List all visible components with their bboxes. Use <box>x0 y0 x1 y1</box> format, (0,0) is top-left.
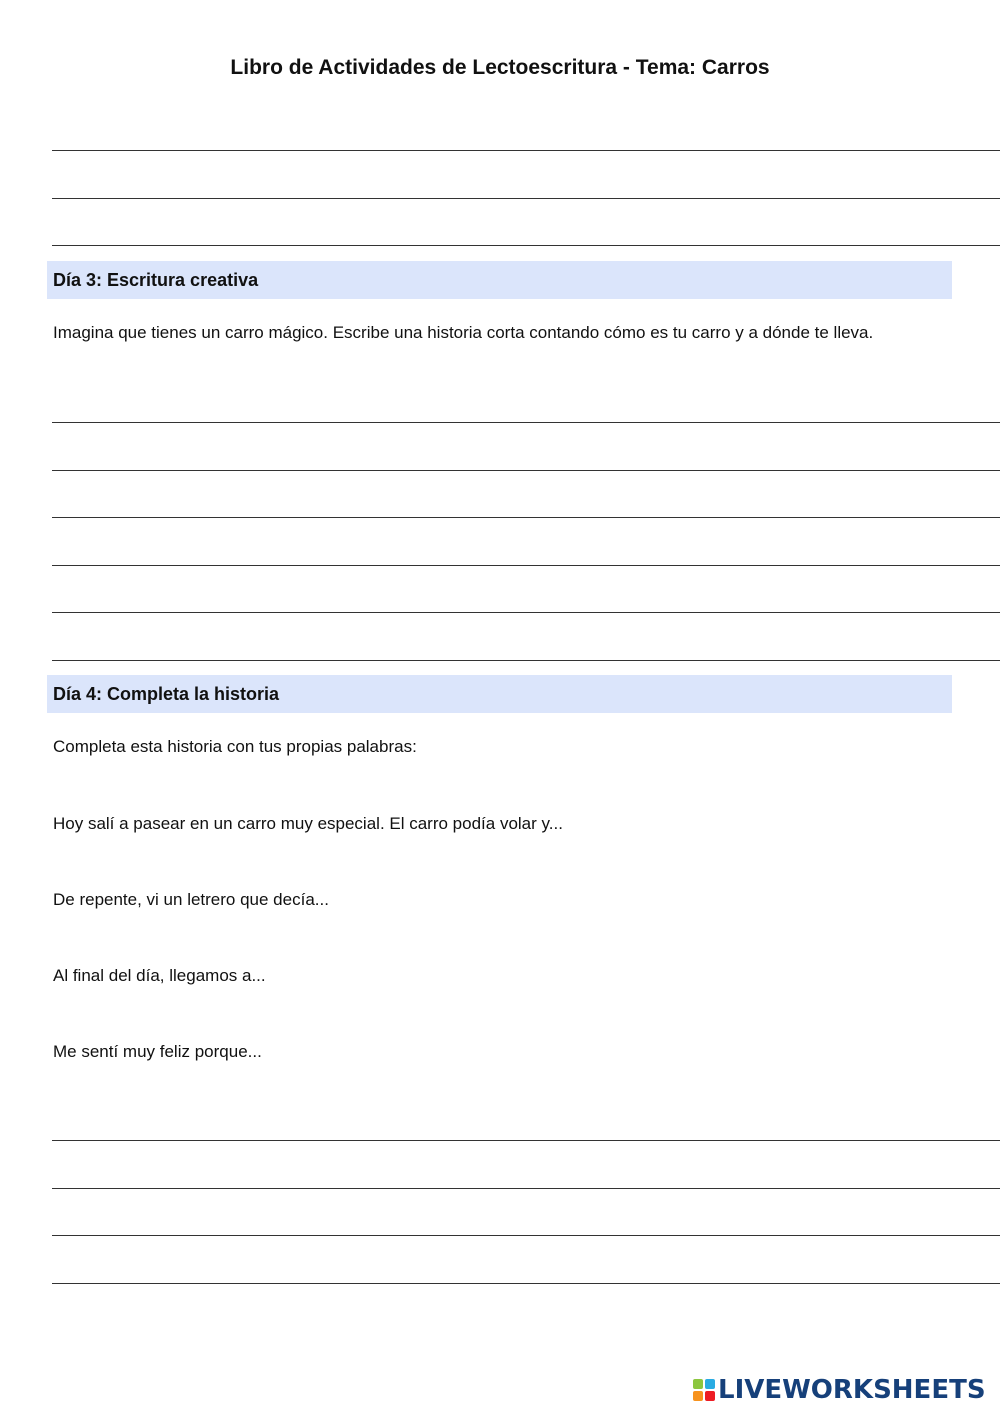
liveworksheets-logo <box>693 1374 986 1406</box>
writing-line <box>52 612 1000 613</box>
logo-square <box>705 1391 715 1401</box>
writing-line <box>52 1235 1000 1236</box>
logo-text: LIVEWORKSHEETS <box>718 1375 986 1405</box>
logo-square <box>705 1379 715 1389</box>
writing-line <box>52 150 1000 151</box>
logo-square <box>693 1391 703 1401</box>
writing-line <box>52 245 1000 246</box>
story-prompt: Hoy salí a pasear en un carro muy especial. El carro podía volar y... <box>53 814 563 833</box>
section-instruction-day-3: Imagina que tienes un carro mágico. Escribe una historia corta contando cómo es tu carro y a dónde te lleva. <box>53 323 874 342</box>
writing-line <box>52 198 1000 199</box>
writing-line <box>52 1140 1000 1141</box>
writing-line <box>52 1188 1000 1189</box>
logo-squares-icon <box>693 1379 715 1401</box>
logo-square <box>693 1379 703 1389</box>
page-title: Libro de Actividades de Lectoescritura - Tema: Carros <box>230 56 770 79</box>
section-instruction-day-4: Completa esta historia con tus propias palabras: <box>53 737 417 756</box>
section-heading-day-3: Día 3: Escritura creativa <box>47 261 952 299</box>
writing-line <box>52 660 1000 661</box>
story-prompt: Me sentí muy feliz porque... <box>53 1042 262 1061</box>
writing-line <box>52 1283 1000 1284</box>
writing-line <box>52 565 1000 566</box>
story-prompt: Al final del día, llegamos a... <box>53 966 266 985</box>
story-prompt: De repente, vi un letrero que decía... <box>53 890 329 909</box>
writing-line <box>52 517 1000 518</box>
writing-line <box>52 422 1000 423</box>
section-heading-day-4: Día 4: Completa la historia <box>47 675 952 713</box>
writing-line <box>52 470 1000 471</box>
